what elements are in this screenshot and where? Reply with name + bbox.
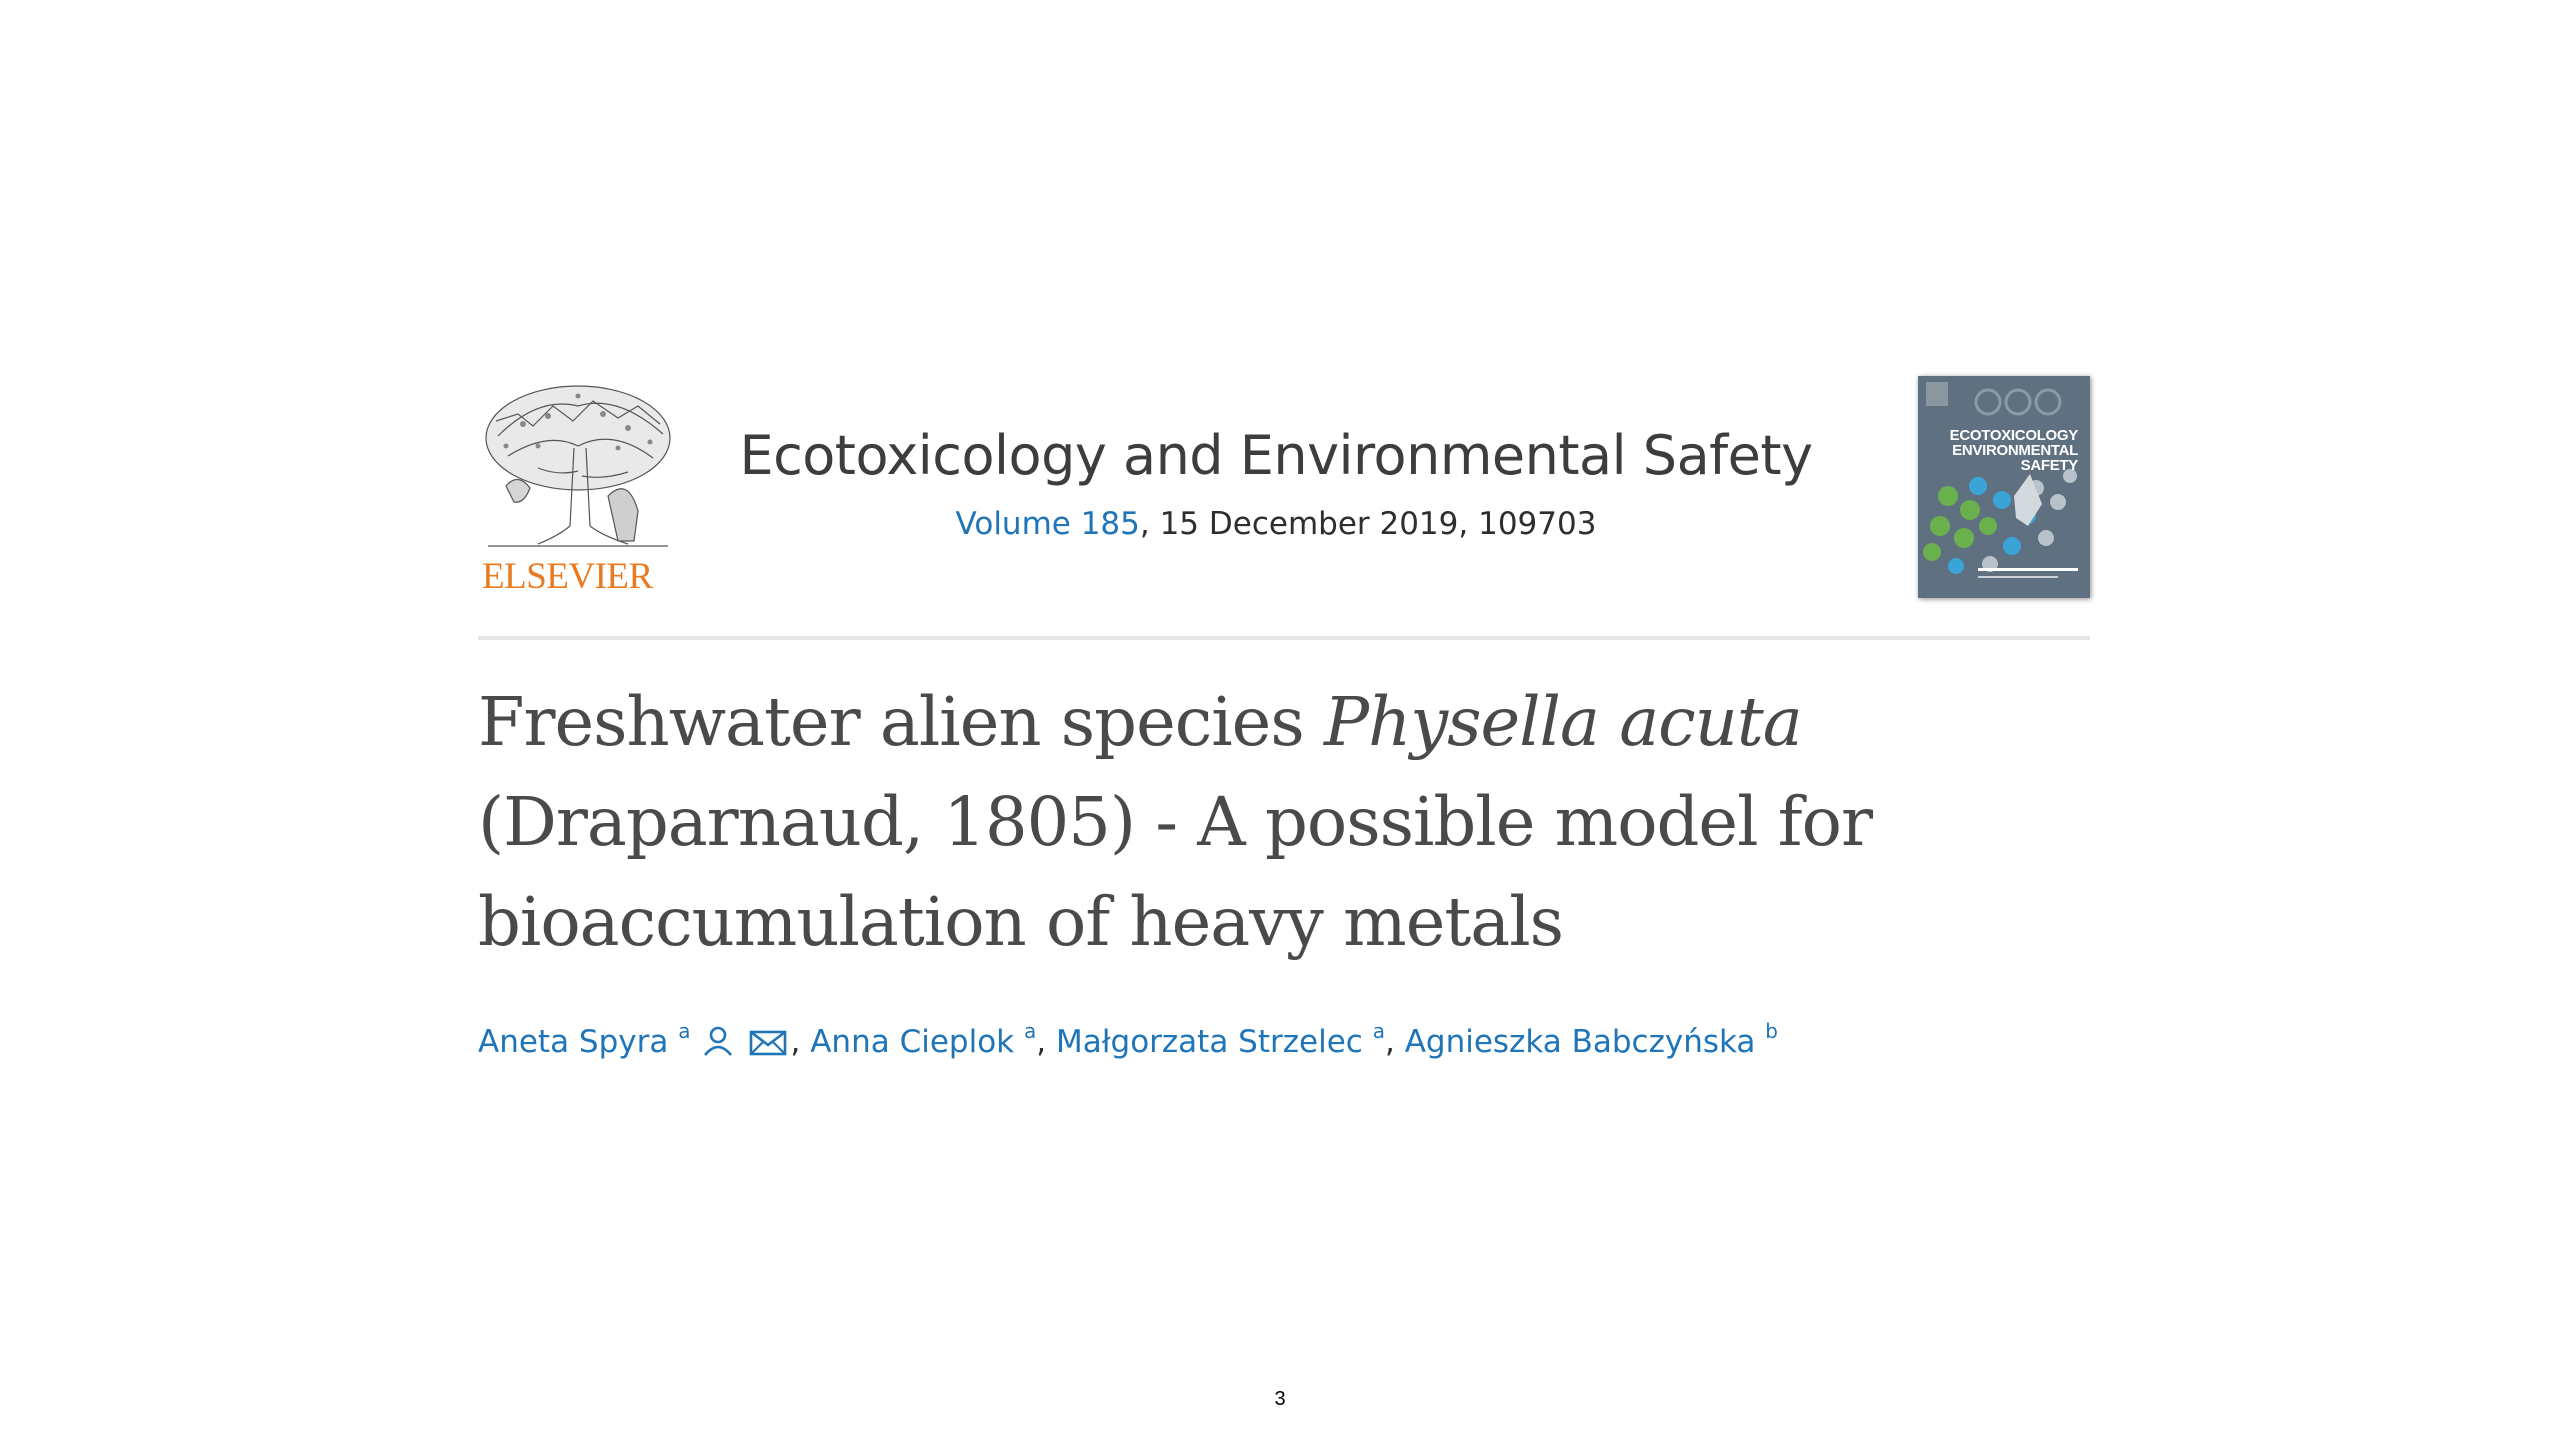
cover-art-icon <box>1918 376 2090 598</box>
article-title <box>478 672 2178 972</box>
publisher-logo[interactable] <box>478 376 678 600</box>
publisher-wordmark: ELSEVIER <box>482 556 653 597</box>
title-part-1: Freshwater alien species <box>478 683 1324 761</box>
tree-engraving-icon <box>478 376 678 556</box>
title-part-2: (Draparnaud, 1805) - A possible model for <box>478 783 1872 861</box>
issue-details: , 15 December 2019, 109703 <box>1139 506 1597 542</box>
author-separator: , <box>1384 1024 1395 1060</box>
species-name: Physella acuta <box>1324 683 1802 761</box>
journal-issue <box>656 506 1896 543</box>
person-icon[interactable] <box>701 1022 735 1074</box>
author-name[interactable]: Aneta Spyra <box>478 1024 669 1060</box>
author-name[interactable]: Małgorzata Strzelec <box>1055 1024 1363 1060</box>
cover-title: ECOTOXICOLOGY ENVIRONMENTAL SAFETY <box>1949 427 2078 474</box>
volume-link[interactable]: Volume 185 <box>955 506 1140 542</box>
header-divider <box>478 636 2090 640</box>
affiliation-marker[interactable]: a <box>1023 1019 1037 1043</box>
affiliation-marker[interactable]: b <box>1765 1019 1778 1043</box>
author-separator: , <box>1036 1024 1047 1060</box>
author-separator: , <box>790 1024 801 1060</box>
affiliation-marker[interactable]: a <box>678 1019 691 1043</box>
journal-cover-image[interactable] <box>1918 376 2090 598</box>
journal-title[interactable]: Ecotoxicology and Environmental Safety <box>739 424 1813 487</box>
author-name[interactable]: Agnieszka Babczyńska <box>1404 1024 1756 1060</box>
page-number: 3 <box>1274 1388 1286 1410</box>
author-name[interactable]: Anna Cieplok <box>810 1024 1015 1060</box>
article-header <box>478 376 2090 600</box>
affiliation-marker[interactable]: a <box>1372 1019 1385 1043</box>
envelope-icon[interactable] <box>749 1022 787 1074</box>
author-list <box>478 1016 2178 1074</box>
title-part-3: bioaccumulation of heavy metals <box>478 883 1564 961</box>
